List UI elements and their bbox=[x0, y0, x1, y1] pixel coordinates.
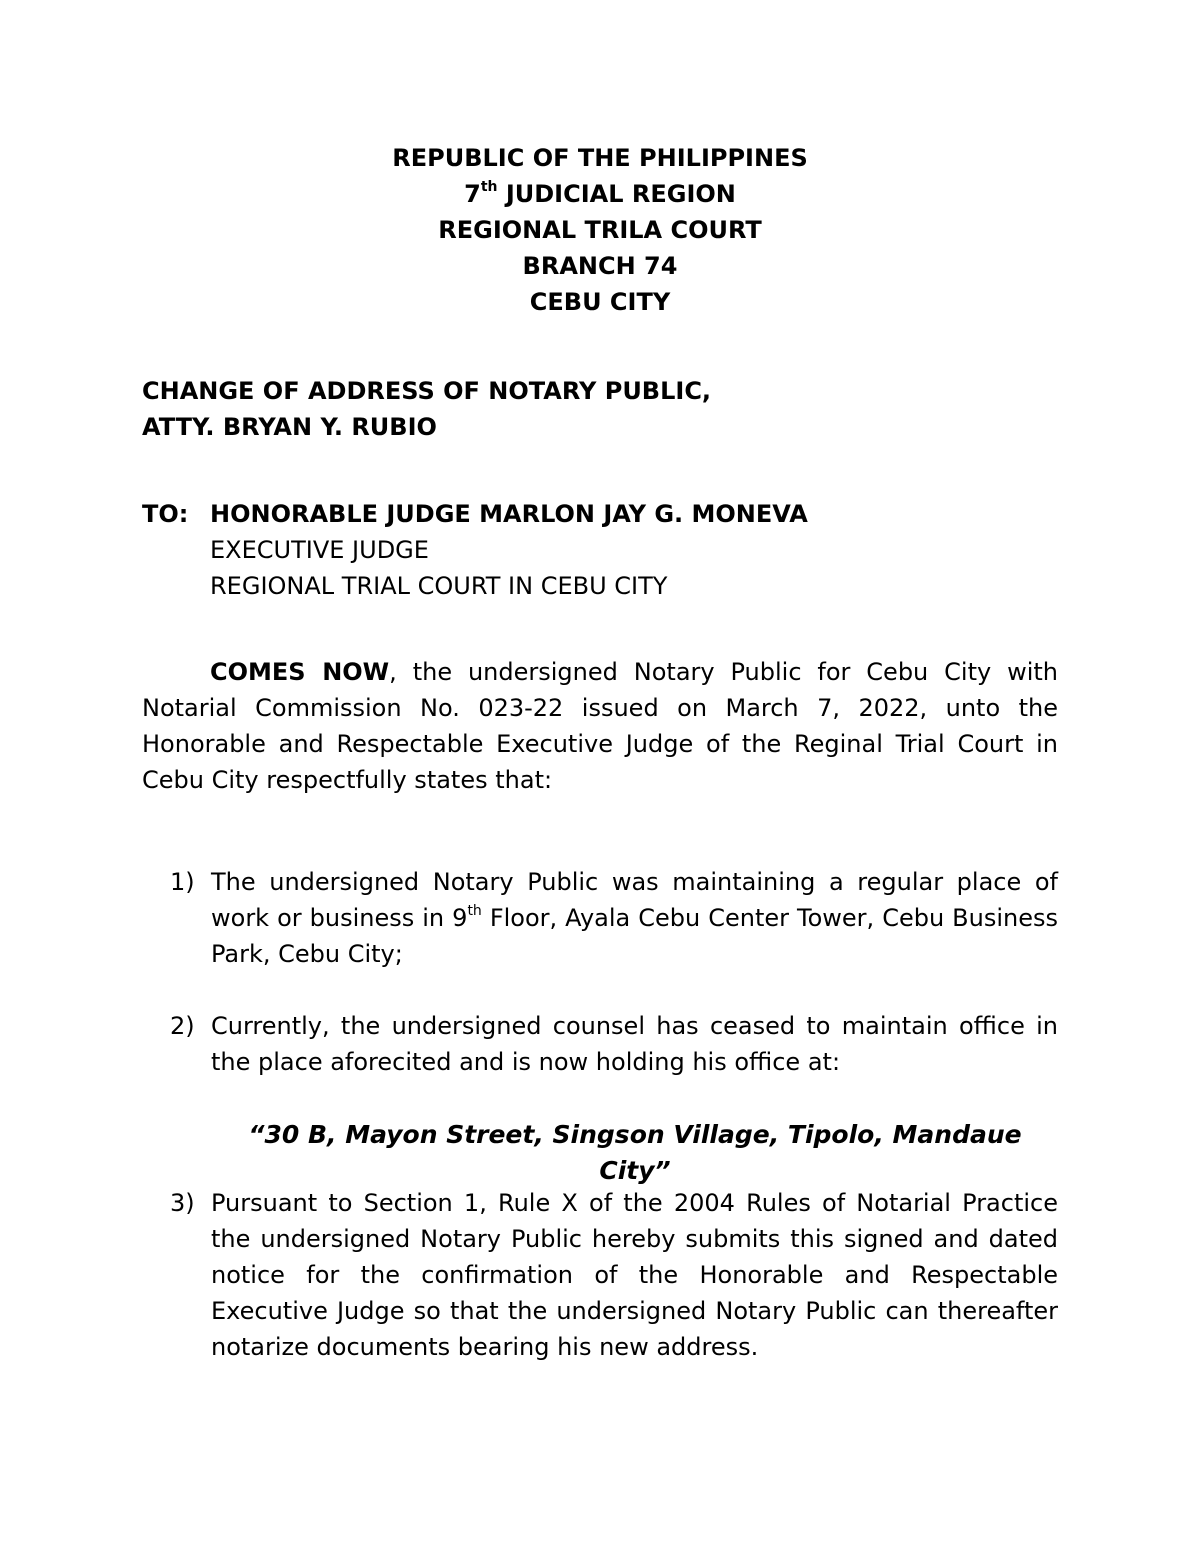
addressee-block bbox=[142, 496, 1062, 604]
list-item-text: Pursuant to Section 1, Rule X of the 2004 Rules of Notarial Practice the undersigned Notary Public hereby submits this signed and dated notice for the confirmation of the Honorable and Respectable Executive Judge so that the undersigned Notary Public can thereafter notarize documents bearing his new address. bbox=[211, 1189, 1058, 1361]
header-city: CEBU CITY bbox=[529, 288, 671, 316]
header-republic: REPUBLIC OF THE PHILIPPINES bbox=[392, 144, 808, 172]
list-item-number: 2) bbox=[170, 1012, 195, 1040]
title-line-2: ATTY. BRYAN Y. RUBIO bbox=[142, 413, 437, 441]
header-court: REGIONAL TRILA COURT bbox=[438, 216, 762, 244]
title-line-1: CHANGE OF ADDRESS OF NOTARY PUBLIC, bbox=[142, 377, 712, 405]
new-office-address: “30 B, Mayon Street, Singson Village, Tipolo, Mandaue City” bbox=[248, 1120, 1022, 1185]
intro-lead: COMES NOW bbox=[210, 658, 390, 686]
list-item-text: The undersigned Notary Public was maintaining a regular place of work or business in 9th Floor, Ayala Cebu Center Tower, Cebu Business Park, Cebu City; bbox=[211, 868, 1059, 968]
addressee-name: HONORABLE JUDGE MARLON JAY G. MONEVA bbox=[210, 500, 808, 528]
header-branch: BRANCH 74 bbox=[522, 252, 678, 280]
intro-text: , the undersigned Notary Public for Cebu City with Notarial Commission No. 023-22 issued on March 7, 2022, unto the Honorable and Respectable Executive Judge of the Reginal Trial Court in Cebu City respectfully states that: bbox=[142, 658, 1058, 794]
addressee-label: TO: bbox=[142, 500, 189, 528]
document-title bbox=[142, 373, 711, 445]
header-judicial-region bbox=[0, 176, 1200, 212]
region-label: JUDICIAL REGION bbox=[497, 180, 736, 208]
region-ordinal: th bbox=[480, 179, 498, 195]
list-item bbox=[170, 1008, 1058, 1080]
court-header bbox=[0, 140, 1200, 320]
region-number: 7 bbox=[464, 180, 481, 208]
addressee-court: REGIONAL TRIAL COURT IN CEBU CITY bbox=[210, 572, 668, 600]
list-item bbox=[170, 864, 1058, 972]
list-item-number: 1) bbox=[170, 868, 195, 896]
list-item-text: Currently, the undersigned counsel has ceased to maintain office in the place aforecited and is now holding his office at: bbox=[211, 1012, 1058, 1076]
list-item bbox=[170, 1185, 1058, 1365]
addressee-position: EXECUTIVE JUDGE bbox=[210, 536, 429, 564]
list-item-number: 3) bbox=[170, 1189, 195, 1217]
intro-paragraph bbox=[142, 654, 1058, 798]
